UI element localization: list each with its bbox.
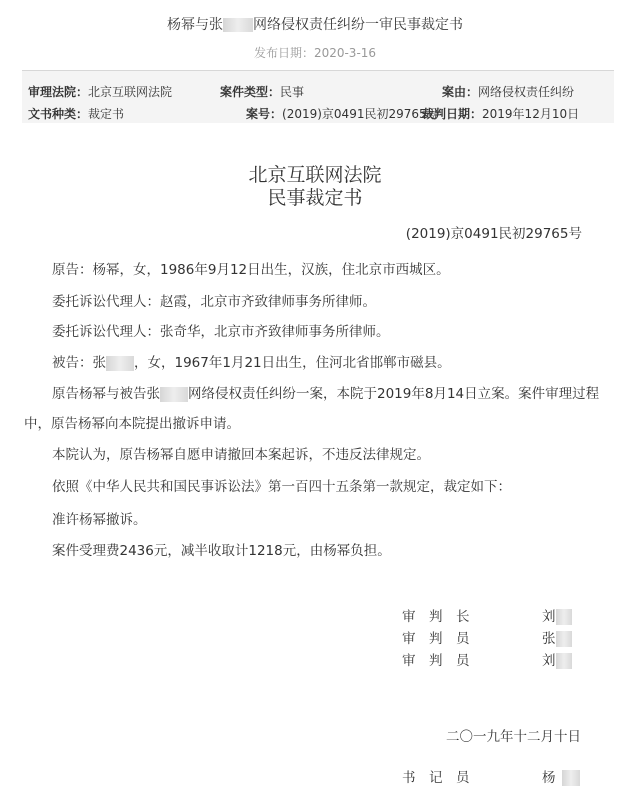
ruling-date: 二〇一九年十二月十日	[446, 729, 581, 745]
ruling-paragraph: 准许杨幂撤诉。	[52, 512, 147, 528]
title-part2: 网络侵权责任纠纷一审民事裁定书	[253, 17, 463, 33]
document-title	[0, 14, 630, 34]
meta-doc-type: 文书种类：裁定书	[28, 107, 125, 121]
judge1-title: 审 判 员	[402, 631, 470, 647]
case-meta-panel	[22, 70, 614, 123]
redaction-blur	[562, 770, 580, 786]
judge2-name: 刘	[542, 649, 572, 669]
agent1-paragraph: 委托诉讼代理人：赵霞，北京市齐致律师事务所律师。	[52, 294, 376, 310]
meta-case-no: 案号：(2019)京0491民初29765号	[246, 107, 439, 121]
meta-court: 审理法院：北京互联网法院	[28, 85, 173, 99]
redaction-blur	[160, 387, 188, 402]
redaction-blur	[556, 609, 572, 625]
redaction-blur	[223, 18, 253, 32]
plaintiff-paragraph: 原告：杨幂，女，1986年9月12日出生，汉族，住北京市西城区。	[52, 262, 450, 278]
meta-cause: 案由：网络侵权责任纠纷	[442, 85, 575, 99]
redaction-blur	[106, 356, 134, 371]
judge2-title: 审 判 员	[402, 653, 470, 669]
doctype-heading: 民事裁定书	[267, 187, 363, 209]
publish-date: 发布日期：2020-3-16	[253, 46, 377, 60]
redaction-blur	[556, 631, 572, 647]
defendant-paragraph: 被告：张 ，女，1967年1月21日出生，住河北省邯郸市磁县。	[52, 355, 451, 371]
meta-date: 裁判日期：2019年12月10日	[422, 107, 580, 121]
case-paragraph-line1: 原告杨幂与被告张 网络侵权责任纠纷一案，本院于2019年8月14日立案。案件审理过程	[52, 386, 600, 402]
case-number: (2019)京0491民初29765号	[405, 226, 582, 242]
presiding-judge-title: 审 判 长	[402, 609, 470, 625]
basis-paragraph: 依照《中华人民共和国民事诉讼法》第一百四十五条第一款规定，裁定如下：	[52, 479, 511, 495]
title-part1: 杨幂与张	[167, 17, 223, 33]
court-heading: 北京互联网法院	[248, 164, 382, 186]
meta-case-type: 案件类型：民事	[220, 85, 305, 99]
clerk-title: 书 记 员	[402, 770, 470, 786]
presiding-judge-name: 刘	[542, 605, 572, 625]
judge1-name: 张	[542, 627, 572, 647]
case-paragraph-line2: 中，原告杨幂向本院提出撤诉申请。	[24, 416, 240, 432]
redaction-blur	[556, 653, 572, 669]
opinion-paragraph: 本院认为，原告杨幂自愿申请撤回本案起诉，不违反法律规定。	[52, 447, 430, 463]
agent2-paragraph: 委托诉讼代理人：张奇华，北京市齐致律师事务所律师。	[52, 324, 390, 340]
fee-paragraph: 案件受理费2436元，减半收取计1218元，由杨幂负担。	[52, 543, 391, 559]
clerk-name: 杨	[542, 766, 580, 786]
